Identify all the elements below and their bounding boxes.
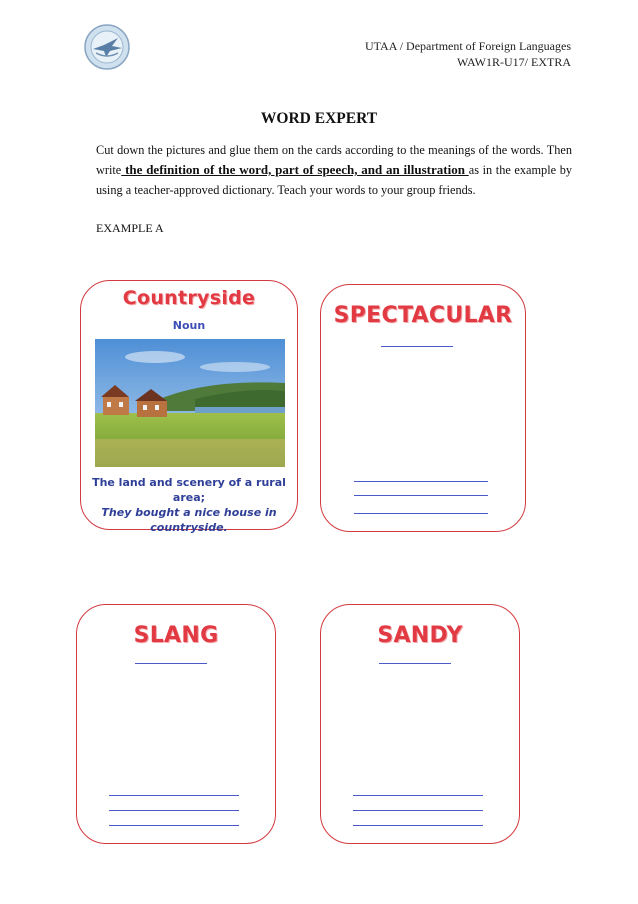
example-sentence: They bought a nice house in countryside. (101, 506, 277, 534)
university-emblem-icon (84, 24, 130, 70)
definition-line-3 (353, 825, 483, 826)
card-definition (87, 475, 291, 535)
instructions-part-1: Cut down the pictures and glue them on the cards according to the meanings of the words. Then write (96, 143, 572, 177)
definition-line-2 (353, 810, 483, 811)
card-word-spectacular: SPECTACULAR (333, 303, 513, 328)
card-word-sandy: SANDY (377, 623, 463, 648)
definition-text: The land and scenery of a rural area; (92, 476, 286, 504)
part-of-speech-line (379, 663, 451, 664)
card-part-of-speech: Noun (172, 319, 206, 332)
definition-line-1 (353, 795, 483, 796)
department-line: UTAA / Department of Foreign Languages (365, 39, 571, 53)
instructions-emphasis: the definition of the word, part of speech, and an illustration (121, 162, 469, 177)
definition-line-1 (354, 481, 488, 482)
document-header (365, 38, 571, 70)
word-card-sandy (320, 604, 520, 844)
definition-line-2 (109, 810, 239, 811)
countryside-photo (95, 339, 285, 467)
instructions-paragraph (96, 140, 572, 200)
definition-line-2 (354, 495, 488, 496)
word-card-spectacular (320, 284, 526, 532)
part-of-speech-line (135, 663, 207, 664)
course-code-line: WAW1R-U17/ EXTRA (456, 55, 571, 69)
example-label: EXAMPLE A (96, 221, 164, 235)
page-title: WORD EXPERT (260, 110, 378, 127)
definition-line-3 (109, 825, 239, 826)
card-word-slang: SLANG (133, 623, 219, 648)
part-of-speech-line (381, 346, 453, 347)
example-card-countryside (80, 280, 298, 534)
instructions-part-2: as in the example by using a teacher-approved dictionary. Teach your words to your group friends. (96, 163, 572, 197)
definition-line-3 (354, 513, 488, 514)
card-word-countryside: Countryside (122, 287, 256, 309)
word-card-slang (76, 604, 276, 844)
definition-line-1 (109, 795, 239, 796)
